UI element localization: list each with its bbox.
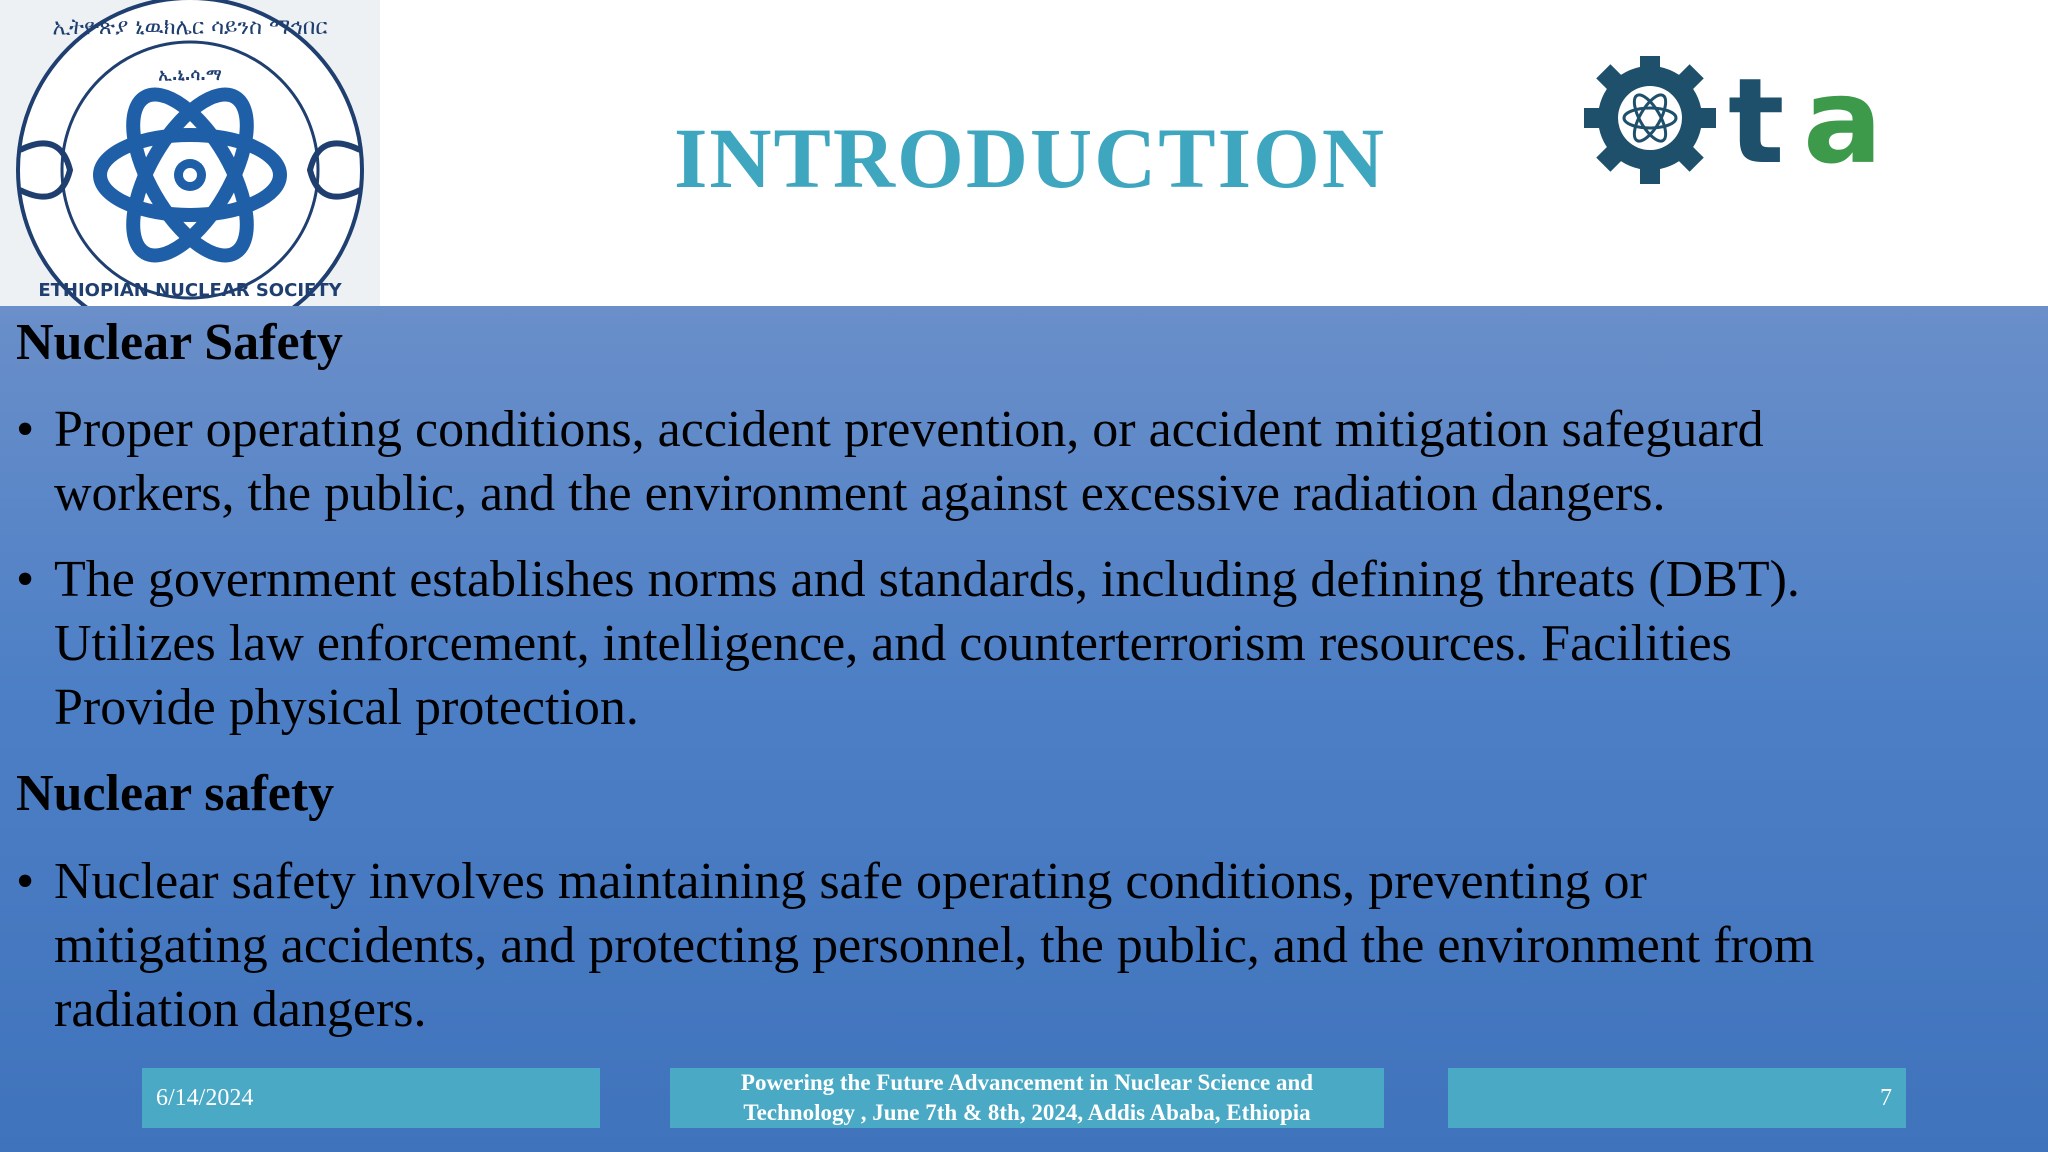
ethiopian-nuclear-society-logo — [0, 0, 380, 306]
svg-text:ETHIOPIAN NUCLEAR SOCIETY: ETHIOPIAN NUCLEAR SOCIETY — [38, 280, 342, 301]
footer-event-line2: Technology , June 7th & 8th, 2024, Addis Ababa, Ethiopia — [743, 1100, 1311, 1125]
bullet-dot: • — [16, 401, 35, 458]
bullet-dot: • — [16, 853, 35, 910]
slide-title: INTRODUCTION — [673, 110, 1387, 206]
section-heading-nuclear-safety-2: Nuclear safety — [16, 765, 335, 822]
section-heading-nuclear-safety: Nuclear Safety — [16, 314, 343, 371]
bullet-text: Proper operating conditions, accident prevention, or accident mitigation safeguard workers, the public, and the environment against excessive radiation dangers. — [54, 401, 1764, 522]
svg-text:a: a — [1803, 56, 1883, 186]
svg-text:ኢ.ኒ.ሳ.ማ: ኢ.ኒ.ሳ.ማ — [158, 65, 222, 84]
slide-header — [0, 0, 2048, 306]
bullet-dot: • — [16, 551, 35, 608]
bullet-text: The government establishes norms and standards, including defining threats (DBT). Utilizes law enforcement, intelligence, and counterterrorism resources. Facilities Provide physical protection. — [54, 551, 1800, 736]
footer-date: 6/14/2024 — [142, 1068, 600, 1128]
bullet-item — [16, 398, 2026, 526]
footer-page-number: 7 — [1448, 1068, 1906, 1128]
bullet-item — [16, 850, 2026, 1042]
bullet-item — [16, 548, 2026, 740]
svg-text:t: t — [1728, 56, 1781, 186]
footer-event — [670, 1068, 1384, 1128]
footer-event-line1: Powering the Future Advancement in Nuclear Science and — [740, 1070, 1314, 1095]
eta-logo — [1558, 56, 2018, 186]
svg-text:ኢትዮጵያ ኒዉክሌር ሳይንስ ማኅበር: ኢትዮጵያ ኒዉክሌር ሳይንስ ማኅበር — [52, 15, 328, 40]
bullet-text: Nuclear safety involves maintaining safe operating conditions, preventing or mitigating accidents, and protecting personnel, the public, and the environment from radiation dangers. — [54, 853, 1815, 1038]
